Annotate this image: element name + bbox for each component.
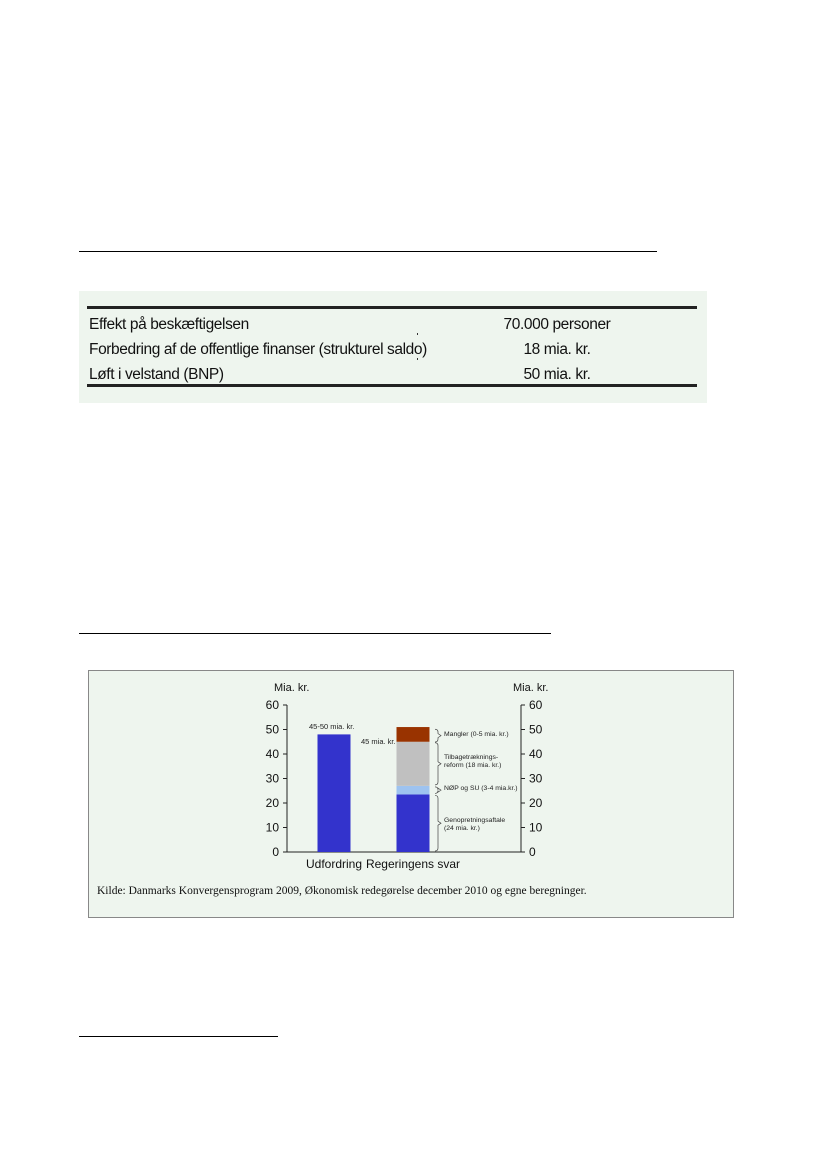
table-top-rule xyxy=(87,306,697,309)
y-tick-label-right: 60 xyxy=(529,698,543,712)
y-tick-label-left: 20 xyxy=(265,796,279,810)
y-tick-label-left: 50 xyxy=(265,722,279,737)
annotation-label: Mangler (0-5 mia. kr.) xyxy=(444,731,509,738)
bar-segment xyxy=(397,742,430,786)
row-label: Løft i velstand (BNP) xyxy=(89,366,224,383)
y-tick-label-right: 40 xyxy=(529,747,543,761)
table-divider-tick xyxy=(417,333,418,335)
chart-source: Kilde: Danmarks Konvergensprogram 2009, Økonomisk redegørelse december 2010 og egne beregninger. xyxy=(97,885,587,897)
table-bottom-rule xyxy=(87,384,697,387)
y-tick-label-right: 0 xyxy=(529,845,536,859)
y-axis-label-right: Mia. kr. xyxy=(513,682,549,694)
y-tick-label-left: 10 xyxy=(265,820,279,835)
annotation-label: Genopretningsaftale xyxy=(444,817,506,824)
bar-segment xyxy=(397,786,430,795)
table-divider-tick xyxy=(417,358,418,360)
effects-table xyxy=(79,291,707,403)
annotation-brace xyxy=(435,743,441,785)
annotation-brace xyxy=(435,795,441,851)
row-value: 18 mia. kr. xyxy=(523,341,591,358)
row-label: Forbedring af de offentlige finanser (strukturel saldo) xyxy=(89,341,427,358)
separator-rule-1 xyxy=(79,251,657,252)
annotation-brace xyxy=(435,729,441,742)
bar-segment xyxy=(397,727,430,742)
separator-rule-2 xyxy=(79,633,551,634)
row-value: 50 mia. kr. xyxy=(523,366,591,383)
annotation-label: reform (18 mia. kr.) xyxy=(444,762,502,769)
bar-label: 45 mia. kr. xyxy=(361,737,396,746)
bar-label: 45-50 mia. kr. xyxy=(309,722,355,731)
bar-segment xyxy=(318,734,351,852)
table-row xyxy=(87,316,697,340)
annotation-label: Tilbagetræknings- xyxy=(444,754,499,761)
annotation-label: NØP og SU (3-4 mia.kr.) xyxy=(444,785,518,792)
y-tick-label-right: 50 xyxy=(529,722,543,737)
footnote-rule xyxy=(79,1036,278,1037)
stacked-bar-chart xyxy=(89,671,733,881)
y-tick-label-left: 40 xyxy=(265,747,279,761)
row-label: Effekt på beskæftigelsen xyxy=(89,316,249,333)
y-axis-label-left: Mia. kr. xyxy=(274,682,310,694)
y-tick-label-right: 10 xyxy=(529,820,543,835)
annotation-label: (24 mia. kr.) xyxy=(444,825,480,832)
y-tick-label-right: 30 xyxy=(529,771,543,786)
annotation-brace xyxy=(435,787,441,794)
y-tick-label-right: 20 xyxy=(529,796,543,810)
row-value: 70.000 personer xyxy=(503,316,611,333)
x-tick-label: Udfordring xyxy=(305,857,363,871)
y-tick-label-left: 0 xyxy=(272,845,279,859)
y-tick-label-left: 60 xyxy=(265,698,279,712)
chart-container xyxy=(88,670,734,918)
bar-segment xyxy=(397,794,430,852)
x-tick-label: Regeringens svar xyxy=(365,857,461,871)
table-row xyxy=(87,341,697,365)
y-tick-label-left: 30 xyxy=(265,771,279,786)
